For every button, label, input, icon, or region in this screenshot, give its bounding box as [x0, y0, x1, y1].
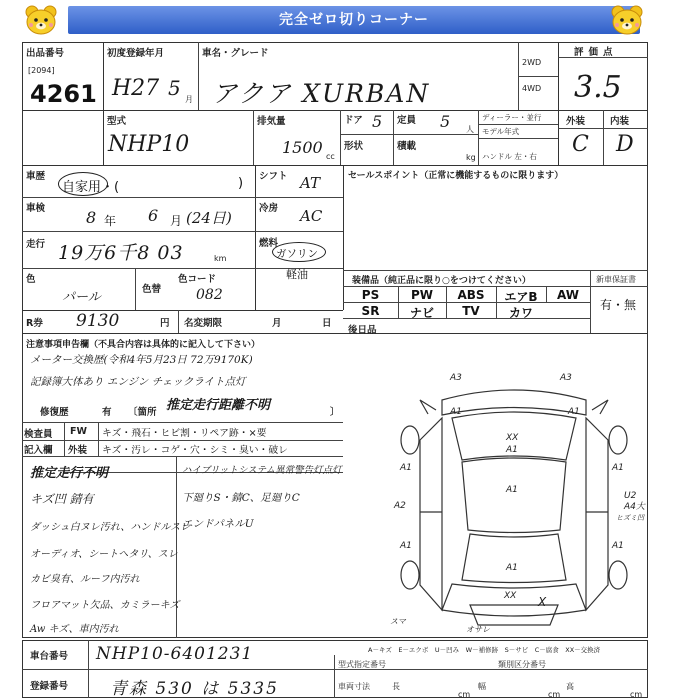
- capacity-label: 定員: [397, 115, 417, 126]
- mileage-unit: km: [214, 254, 227, 263]
- vehicle-use-close: ): [238, 176, 244, 191]
- exterior-items: キズ・汚レ・コゲ・穴・シミ・臭い・破レ: [102, 445, 288, 456]
- shaken-year: 8: [86, 208, 97, 227]
- shaken-month: 6: [148, 206, 159, 225]
- mark-a1-bl: A1: [400, 541, 412, 551]
- rear-items-label: 後日品: [348, 325, 377, 336]
- mark-a1-trunk: A1: [506, 563, 518, 573]
- first-reg-month-unit: 月: [185, 95, 193, 104]
- name-change-day: 日: [322, 318, 332, 329]
- equip-pw: PW: [410, 288, 434, 302]
- first-reg-label: 初度登録年月: [107, 48, 165, 59]
- ac: AC: [300, 207, 323, 225]
- mark-a3-right: A3: [560, 373, 572, 383]
- displacement-label: 排気量: [257, 116, 286, 127]
- capacity-unit: 人: [466, 125, 474, 134]
- comment-3: ダッシュ白ヌレ汚れ、ハンドルスレ: [30, 522, 191, 533]
- bear-mascot-icon: [20, 3, 62, 37]
- mileage: 19万6千8 03: [58, 242, 184, 264]
- capacity: 5: [440, 112, 451, 131]
- name-change-label: 名変期限: [184, 318, 223, 329]
- chassis-label: 車台番号: [30, 651, 69, 662]
- shaken-day: (24日): [186, 209, 232, 227]
- interior-grade: D: [616, 132, 634, 157]
- lot-number: 4261: [30, 80, 97, 108]
- warranty-value: 有・無: [600, 298, 637, 312]
- doors: 5: [372, 112, 383, 131]
- mark-a4-right: A4大: [624, 502, 645, 512]
- chassis-number: NHP10-6401231: [96, 644, 254, 664]
- header-title: 完全ゼロ切りコーナー: [279, 12, 429, 28]
- model-label: 型式: [107, 116, 127, 127]
- mark-x-trunk: X: [538, 595, 547, 609]
- header-mascot-right: [606, 3, 648, 37]
- color-code-label: 色コード: [178, 274, 217, 285]
- model-year-label: モデル年式: [482, 127, 520, 136]
- car-name: アクア XURBAN: [212, 79, 431, 108]
- shaken-year-unit: 年: [104, 214, 117, 228]
- warranty-label: 新車保証書: [596, 275, 636, 284]
- recorder-label: 記入欄: [24, 445, 53, 456]
- dim-width-cm: cm: [548, 690, 561, 699]
- exterior-items-label: 外装: [68, 445, 88, 456]
- equip-leather: カワ: [508, 306, 533, 320]
- private-use-circle: [58, 172, 108, 196]
- mark-oshare: オサレ: [466, 625, 490, 634]
- category-label: 類別区分番号: [498, 660, 546, 669]
- notes-title: 注意事項申告欄（不具合内容は具体的に記入して下さい）: [26, 340, 261, 350]
- mark-xx-trunk: XX: [504, 591, 517, 601]
- repair-history-label: 修復歴: [40, 407, 69, 418]
- dealer-label: ディーラー・並行: [482, 113, 542, 122]
- dim-height: 高: [566, 682, 574, 691]
- shaken-month-unit: 月: [170, 214, 183, 228]
- comment-6: フロアマット欠品、カミラーキズ: [30, 600, 180, 611]
- mark-a1-roof: A1: [506, 485, 518, 495]
- sales-point-label: セールスポイント（正常に機能するものに限ります）: [348, 171, 564, 181]
- inspector-comment-2: 下廻りS・錆C、足廻りC: [182, 492, 300, 504]
- inspector-comment-3: エンドパネルU: [182, 518, 254, 530]
- load-unit: kg: [466, 153, 476, 162]
- recycle-yen: 円: [160, 318, 170, 329]
- dim-width: 幅: [478, 682, 486, 691]
- comment-2: キズ凹 錆有: [30, 492, 94, 506]
- name-change-month: 月: [272, 318, 282, 329]
- displacement: 1500: [282, 138, 323, 157]
- notes-line-2: 記録簿大体あり エンジン チェックライト点灯: [30, 376, 246, 388]
- recycle-fee: 9130: [76, 311, 120, 331]
- drive-2wd: 2WD: [522, 58, 542, 67]
- repair-history-value: 有: [102, 407, 112, 418]
- header-bar: [68, 6, 640, 34]
- damage-legend: A－キズ E－エクボ U－凹み W－補修跡 S－サビ C－腐食 XX－交換済: [368, 646, 601, 654]
- equipment-label: 装備品（純正品に限り○をつけてください）: [352, 276, 531, 286]
- dim-length-cm: cm: [458, 690, 471, 699]
- shaken-label: 車検: [26, 203, 46, 214]
- mark-a1-br: A1: [612, 541, 624, 551]
- comment-4: オーディオ、シートヘタリ、スレ: [30, 549, 178, 560]
- color-change-label: 色替: [142, 284, 162, 295]
- notes-line-3: 推定走行距離不明: [166, 398, 271, 413]
- repair-place-label: 〔箇所: [128, 407, 157, 418]
- registration-number: 青森 530 は 5335: [110, 679, 279, 699]
- mark-suma: スマ: [390, 617, 406, 626]
- color-label: 色: [26, 274, 36, 285]
- score: 3.5: [574, 70, 622, 105]
- interior-grade-label: 内装: [610, 116, 630, 127]
- car-name-label: 車名・グレード: [202, 48, 269, 59]
- vehicle-use-label: 車歴: [26, 171, 46, 182]
- shift-label: シフト: [259, 171, 288, 182]
- car-diagram: [380, 370, 648, 635]
- model-code: NHP10: [108, 132, 190, 157]
- vehicle-use: 自家用・(: [62, 180, 120, 195]
- equip-ps: PS: [361, 288, 380, 302]
- lot-sub-number: [2094]: [28, 66, 55, 75]
- mark-a1-hood: A1: [506, 445, 518, 455]
- fuel-diesel: 軽油: [286, 268, 308, 281]
- mark-ekuboku: ヒズミ凹: [616, 514, 644, 522]
- equip-sr: SR: [361, 304, 380, 318]
- mileage-label: 走行: [26, 239, 46, 250]
- inspector-label: 検査員: [24, 429, 53, 440]
- shift: AT: [300, 174, 321, 192]
- bear-mascot-icon: [606, 3, 648, 37]
- dim-length: 長: [392, 682, 400, 691]
- mark-a1-tr: A1: [568, 407, 580, 417]
- drive-4wd: 4WD: [522, 84, 542, 93]
- recycle-label: R券: [26, 318, 43, 329]
- exterior-grade: C: [572, 132, 589, 157]
- mark-a3-left: A3: [450, 373, 462, 383]
- color-code: 082: [196, 287, 223, 303]
- mark-a1-left: A1: [400, 463, 412, 473]
- color: パール: [62, 290, 101, 305]
- shape-label: 形状: [344, 141, 364, 152]
- mark-a1-tl: A1: [450, 407, 462, 417]
- door-label: ドア: [344, 115, 363, 126]
- mark-a1-right: A1: [612, 463, 624, 473]
- equip-tv: TV: [462, 304, 480, 318]
- lot-number-label: 出品番号: [26, 48, 65, 59]
- first-reg-year: H27: [112, 76, 160, 101]
- fuel-circle: [272, 242, 326, 262]
- notes-line-1: メーター交換歴(令和4年5月23日 72万9170K): [30, 354, 253, 366]
- type-spec-label: 型式指定番号: [338, 660, 386, 669]
- registration-label: 登録番号: [30, 681, 69, 692]
- fw-label: FW: [70, 426, 87, 437]
- equip-airbag: エアB: [504, 290, 538, 304]
- exterior-grade-label: 外装: [566, 116, 586, 127]
- mark-xx-hood: XX: [506, 433, 519, 443]
- inspector-comment-1: ハイブリットシステム異常警告灯点灯: [182, 465, 342, 476]
- dimensions-label: 車両寸法: [338, 682, 370, 691]
- repair-place-close: 〕: [330, 407, 340, 418]
- comment-7: Aw キズ、車内汚れ: [30, 624, 119, 635]
- displacement-unit: cc: [326, 152, 335, 161]
- score-label: 評価点: [574, 47, 618, 58]
- equip-navi: ナビ: [409, 306, 434, 320]
- mark-a2-left: A2: [394, 501, 406, 511]
- header-mascot-left: [20, 3, 62, 37]
- equip-abs: ABS: [457, 288, 485, 302]
- equip-aw: AW: [557, 288, 579, 302]
- fuel-label: 燃料: [259, 238, 279, 249]
- comment-1: 推定走行不明: [30, 466, 109, 481]
- first-reg-month: 5: [168, 76, 181, 100]
- ac-label: 冷房: [259, 203, 279, 214]
- fuel-gasoline: ガソリン: [276, 248, 318, 260]
- dim-height-cm: cm: [630, 690, 643, 699]
- fw-items: キズ・飛石・ヒビ割・リペア跡・×要: [102, 428, 267, 439]
- comment-5: カビ臭有、ルーフ内汚れ: [30, 574, 140, 585]
- handle-label: ハンドル 左・右: [482, 152, 537, 161]
- mark-u2-right: U2: [624, 491, 637, 501]
- load-label: 積載: [397, 141, 417, 152]
